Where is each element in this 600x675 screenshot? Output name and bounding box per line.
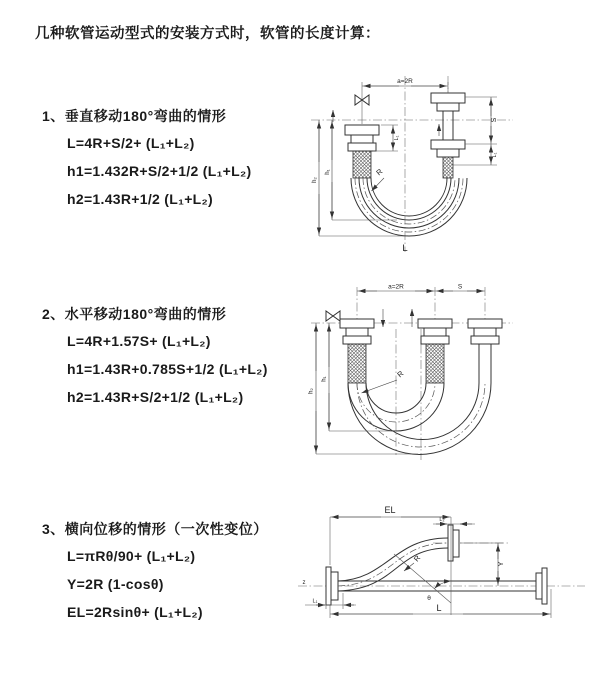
section-1-formula-h2: h2=1.43R+1/2 (L₁+L₂) bbox=[67, 191, 214, 207]
angle-theta-label: θ bbox=[427, 595, 431, 602]
radius-label: R bbox=[395, 368, 406, 380]
dim-y-label: Y bbox=[496, 561, 505, 567]
section-2-formula-length: L=4R+1.57S+ (L₁+L₂) bbox=[67, 333, 211, 349]
dim-y bbox=[460, 543, 505, 586]
radius-label: R bbox=[411, 553, 423, 564]
dim-h2-label: h₂ bbox=[312, 177, 318, 183]
dim-l2-label: L₂ bbox=[439, 517, 445, 523]
dim-h2-label: h₂ bbox=[308, 388, 315, 394]
left-flange bbox=[326, 567, 338, 605]
valve-icon bbox=[326, 311, 340, 321]
dim-l2 bbox=[433, 517, 475, 524]
hose-u-bends bbox=[348, 383, 491, 454]
dim-h1-label: h₁ bbox=[325, 169, 331, 175]
section-1-formula-length: L=4R+S/2+ (L₁+L₂) bbox=[67, 135, 195, 151]
dim-travel-label: S bbox=[457, 283, 463, 291]
section-1-formula-h1: h1=1.432R+S/2+1/2 (L₁+L₂) bbox=[67, 163, 252, 179]
dim-l bbox=[330, 589, 551, 618]
section-3-heading: 3、横向位移的情形（一次性变位） bbox=[42, 521, 268, 537]
dim-l1-label: L₁ bbox=[312, 598, 318, 605]
dim-el-label: EL bbox=[384, 505, 396, 515]
dim-travel-s bbox=[453, 97, 498, 165]
diagram-lateral-displacement bbox=[293, 497, 593, 647]
dim-l-label: L bbox=[436, 603, 442, 613]
centerlines bbox=[311, 76, 513, 252]
dim-h1-label: h₁ bbox=[321, 376, 328, 382]
upper-flange bbox=[448, 525, 459, 561]
section-2-formula-h2: h2=1.43R+S/2+1/2 (L₁+L₂) bbox=[67, 389, 244, 405]
dim-span bbox=[357, 284, 485, 292]
section-1-heading: 1、垂直移动180°弯曲的情形 bbox=[42, 108, 227, 124]
s-curve-hose bbox=[338, 538, 448, 591]
dim-el bbox=[330, 505, 451, 565]
dim-l1-label: L₁ bbox=[394, 135, 400, 141]
dim-span-label: a=2R bbox=[388, 283, 404, 291]
braided-hose-section bbox=[353, 151, 371, 178]
section-3-formula-el: EL=2Rsinθ+ (L₁+L₂) bbox=[67, 604, 203, 620]
braided-hose-section bbox=[443, 157, 453, 178]
dim-span-label: a=2R bbox=[397, 78, 413, 85]
section-3-formula-length: L=πRθ/90+ (L₁+L₂) bbox=[67, 548, 196, 564]
radius-callout bbox=[362, 369, 406, 393]
radius-callout bbox=[404, 553, 423, 571]
radius-callout bbox=[372, 167, 385, 191]
movement-arrows bbox=[383, 309, 412, 327]
hose-u-bend bbox=[351, 178, 467, 236]
section-3-formula-y: Y=2R (1-cosθ) bbox=[67, 576, 164, 592]
section-2-heading: 2、水平移动180°弯曲的情形 bbox=[42, 306, 227, 322]
right-flange bbox=[536, 568, 547, 604]
diagram-vertical-180-bend bbox=[305, 70, 585, 255]
dim-l1-right-label: L₁ bbox=[492, 152, 498, 158]
axis-marker-label: z bbox=[302, 580, 306, 586]
diagram-horizontal-180-bend bbox=[305, 283, 585, 465]
page-title: 几种软管运动型式的安装方式时，软管的长度计算： bbox=[35, 26, 380, 42]
section-2-formula-h1: h1=1.43R+0.785S+1/2 (L₁+L₂) bbox=[67, 361, 268, 377]
radius-label: R bbox=[374, 166, 385, 178]
length-label: L bbox=[402, 243, 408, 254]
dim-travel-label: S bbox=[491, 117, 498, 123]
